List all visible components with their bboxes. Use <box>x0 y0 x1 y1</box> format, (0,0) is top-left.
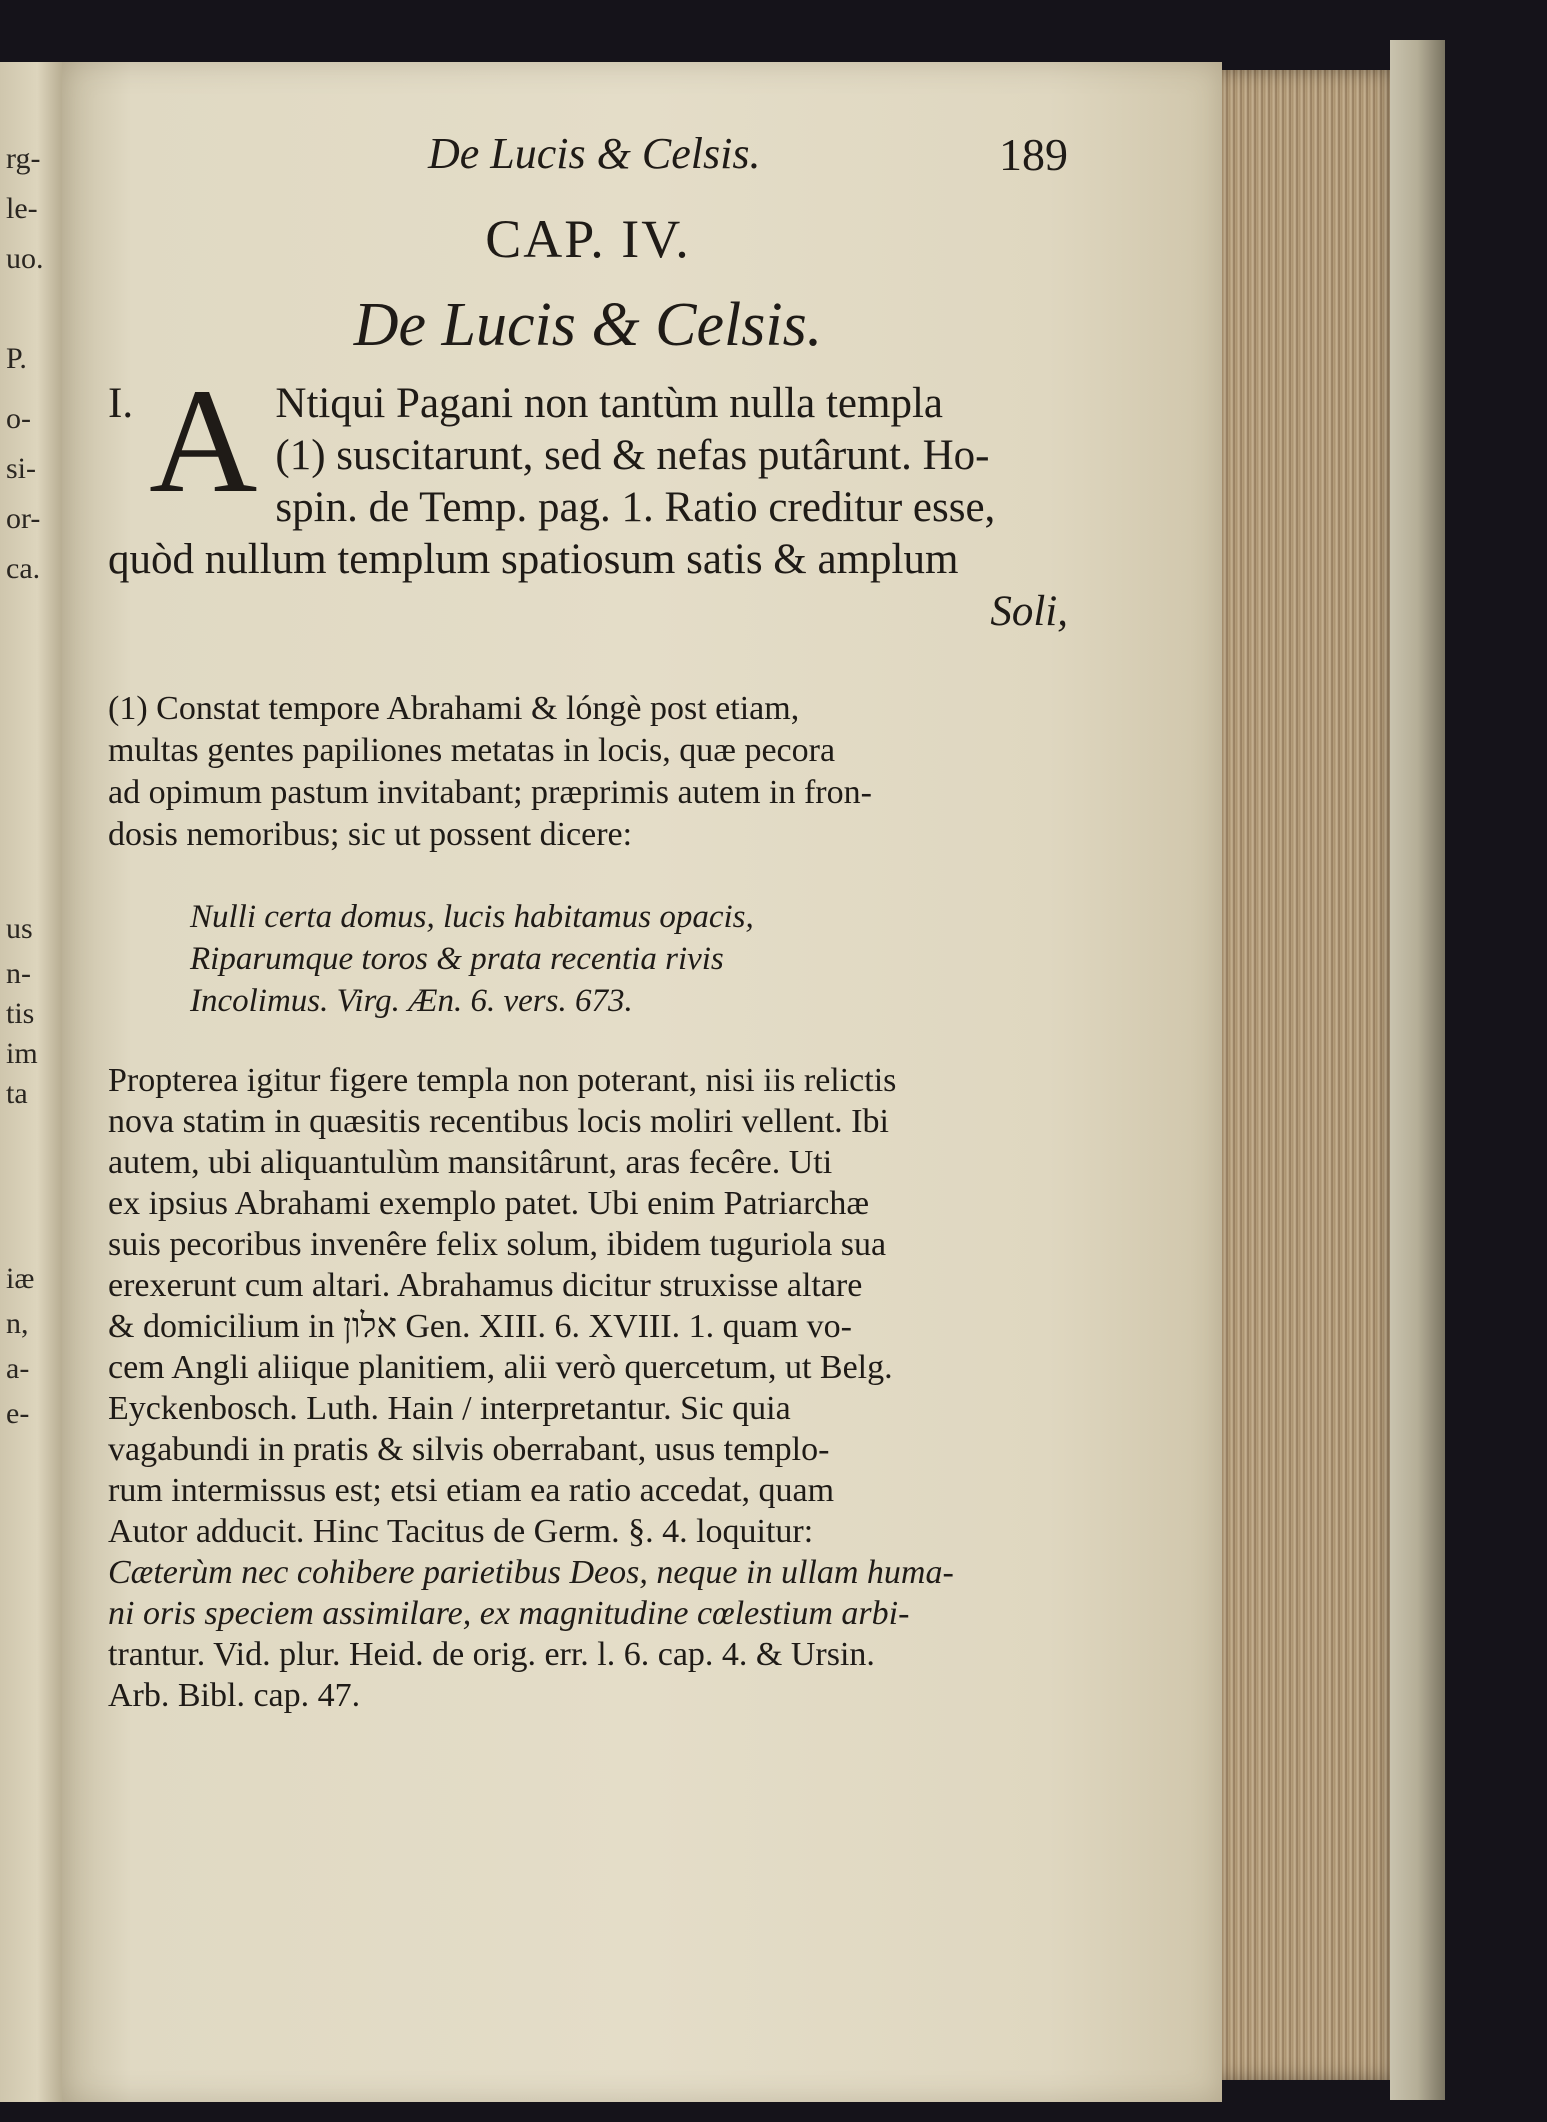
paragraph-1 <box>108 358 1068 638</box>
paragraph-number: I. <box>108 380 134 427</box>
left-page-fragment: us <box>6 912 33 945</box>
body-line: vagabundi in pratis & silvis oberrabant, usus templo- <box>108 1431 830 1468</box>
body-line: nova statim in quæsitis recentibus locis moliri vellent. Ibi <box>108 1103 889 1140</box>
left-page-fragment: im <box>6 1037 38 1070</box>
text-line: Ntiqui Pagani non tantùm nulla templa <box>275 380 943 427</box>
body-line: & domicilium in אלון Gen. XIII. 6. XVIII. 1. quam vo- <box>108 1308 852 1345</box>
page-fore-edge <box>1222 70 1402 2080</box>
body-line: suis pecoribus invenêre felix solum, ibidem tuguriola sua <box>108 1226 887 1263</box>
verse-line: Incolimus. Virg. Æn. 6. vers. 673. <box>190 983 633 1019</box>
left-page-fragment: o- <box>6 402 31 435</box>
running-title: De Lucis & Celsis. <box>428 129 761 178</box>
chapter-heading: CAP. IV. <box>485 209 691 269</box>
chapter-title: De Lucis & Celsis. <box>353 291 823 359</box>
body-line: cem Angli aliique planitiem, alii verò quercetum, ut Belg. <box>108 1349 893 1386</box>
body-line: trantur. Vid. plur. Heid. de orig. err. l. 6. cap. 4. & Ursin. <box>108 1636 875 1673</box>
left-page-fragment: rg- <box>6 142 41 175</box>
left-page-fragment: P. <box>6 342 27 375</box>
left-page-fragment: si- <box>6 452 36 485</box>
body-line: Arb. Bibl. cap. 47. <box>108 1677 361 1714</box>
footnote <box>108 688 1068 856</box>
page-number: 189 <box>999 129 1068 180</box>
body-line: Eyckenbosch. Luth. Hain / interpretantur. Sic quia <box>108 1390 791 1427</box>
verse-line: Riparumque toros & prata recentia rivis <box>190 941 724 977</box>
catchword: Soli, <box>990 588 1068 635</box>
left-page-fragment: uo. <box>6 242 44 275</box>
left-page-fragment: ca. <box>6 552 41 585</box>
verse-quotation <box>190 896 990 1022</box>
text-line: (1) suscitarunt, sed & nefas putârunt. Ho- <box>275 432 990 479</box>
left-page-fragment: n, <box>6 1307 29 1340</box>
body-line: rum intermissus est; etsi etiam ea ratio accedat, quam <box>108 1472 835 1509</box>
left-page-fragment: ta <box>6 1077 28 1110</box>
left-page-fragment: iæ <box>6 1262 35 1295</box>
left-page-fragment: tis <box>6 997 35 1030</box>
left-page-fragment: e- <box>6 1397 30 1430</box>
footnote-line: ad opimum pastum invitabant; præprimis autem in fron- <box>108 774 872 811</box>
drop-capital: A <box>149 358 258 524</box>
footnote-line: multas gentes papiliones metatas in locis, quæ pecora <box>108 732 836 769</box>
running-header <box>108 128 1068 188</box>
body-line: ni oris speciem assimilare, ex magnitudine cœlestium arbi- <box>108 1595 910 1632</box>
text-line: spin. de Temp. pag. 1. Ratio creditur esse, <box>275 484 996 531</box>
body-line: ex ipsius Abrahami exemplo patet. Ubi enim Patriarchæ <box>108 1185 870 1222</box>
footnote-line: (1) Constat tempore Abrahami & lóngè post etiam, <box>108 690 800 727</box>
body-line: Autor adducit. Hinc Tacitus de Germ. §. 4. loquitur: <box>108 1513 814 1550</box>
left-page-fragment: le- <box>6 192 38 225</box>
body-line: autem, ubi aliquantulùm mansitârunt, aras fecêre. Uti <box>108 1144 833 1181</box>
left-page-edge <box>0 62 62 2102</box>
book-cover-edge <box>1390 40 1445 2100</box>
left-page-fragment: n- <box>6 957 31 990</box>
body-line: Cæterùm nec cohibere parietibus Deos, neque in ullam huma- <box>108 1554 954 1591</box>
text-line: quòd nullum templum spatiosum satis & amplum <box>108 536 959 583</box>
verse-line: Nulli certa domus, lucis habitamus opacis, <box>190 899 754 935</box>
footnote-continuation <box>108 1060 1068 1716</box>
body-line: Propterea igitur figere templa non poterant, nisi iis relictis <box>108 1062 897 1099</box>
body-line: erexerunt cum altari. Abrahamus dicitur struxisse altare <box>108 1267 863 1304</box>
left-page-fragment: a- <box>6 1352 30 1385</box>
left-page-fragment: or- <box>6 502 41 535</box>
footnote-line: dosis nemoribus; sic ut possent dicere: <box>108 816 633 853</box>
